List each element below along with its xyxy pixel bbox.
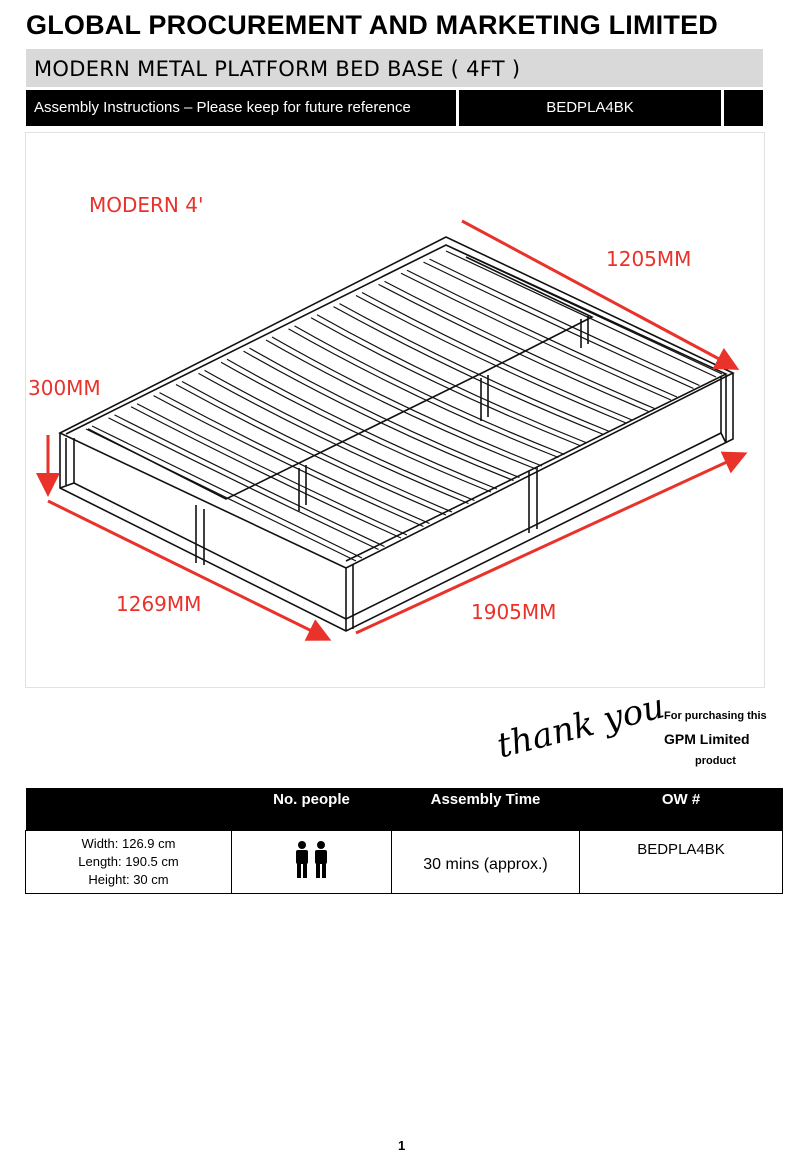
bed-frame-illustration: [26, 133, 766, 689]
dimension-height: Height: 30 cm: [88, 872, 169, 887]
product-name: MODERN METAL PLATFORM BED BASE ( 4FT ): [34, 57, 521, 81]
slat-edge: [115, 415, 385, 547]
model-label: MODERN 4': [89, 193, 204, 217]
ow-number-cell: BEDPLA4BK: [580, 831, 783, 894]
bed-diagram: [25, 132, 765, 688]
dimensions-cell: [26, 831, 232, 894]
dim-length-front: 1905MM: [471, 600, 557, 624]
slat-edge: [317, 315, 587, 443]
slat: [131, 407, 401, 538]
two-people-icon: [292, 840, 332, 880]
company-title: GLOBAL PROCUREMENT AND MARKETING LIMITED: [26, 10, 718, 40]
header-blank: [26, 788, 232, 831]
slat-edge: [92, 426, 362, 558]
instructions-label: Assembly Instructions – Please keep for future reference: [26, 90, 456, 126]
spec-table: [25, 788, 783, 894]
page-number: 1: [398, 1138, 406, 1153]
dim-width: 1269MM: [116, 592, 202, 616]
dim-length-back: 1205MM: [606, 247, 692, 271]
slat: [109, 418, 379, 550]
assembly-time-cell: 30 mins (approx.): [392, 831, 580, 894]
slat: [334, 307, 604, 435]
slat-edge: [250, 348, 520, 477]
dimension-width: Width: 126.9 cm: [81, 836, 176, 851]
header-ow: OW #: [580, 788, 783, 831]
thank-you-block: [493, 686, 778, 785]
slat-edge: [137, 404, 407, 535]
slat: [379, 284, 649, 411]
spec-table-row: [26, 831, 783, 894]
thanks-product-word: product: [695, 755, 736, 767]
header-assembly-time: Assembly Time: [392, 788, 580, 831]
people-cell: [232, 831, 392, 894]
slat: [424, 262, 694, 388]
slats: [86, 248, 722, 561]
header-people: No. people: [232, 788, 392, 831]
slat-edge: [272, 337, 542, 466]
slat-edge: [295, 326, 565, 455]
thanks-for-text: For purchasing this: [664, 710, 767, 722]
slat-edge: [430, 259, 700, 385]
frame-outline: [60, 237, 733, 631]
thanks-brand: GPM Limited: [664, 731, 750, 747]
slat-edge: [205, 370, 475, 500]
dimension-length: Length: 190.5 cm: [78, 854, 179, 869]
header-blank-cell: [724, 90, 763, 126]
product-code-header: BEDPLA4BK: [459, 90, 721, 126]
dim-height: 300MM: [28, 376, 101, 400]
spec-table-header: [26, 788, 783, 831]
slat-edge: [385, 281, 655, 408]
product-name-bar: [26, 49, 763, 87]
thank-you-script: thank you: [493, 686, 669, 767]
slat-edge: [340, 304, 610, 432]
